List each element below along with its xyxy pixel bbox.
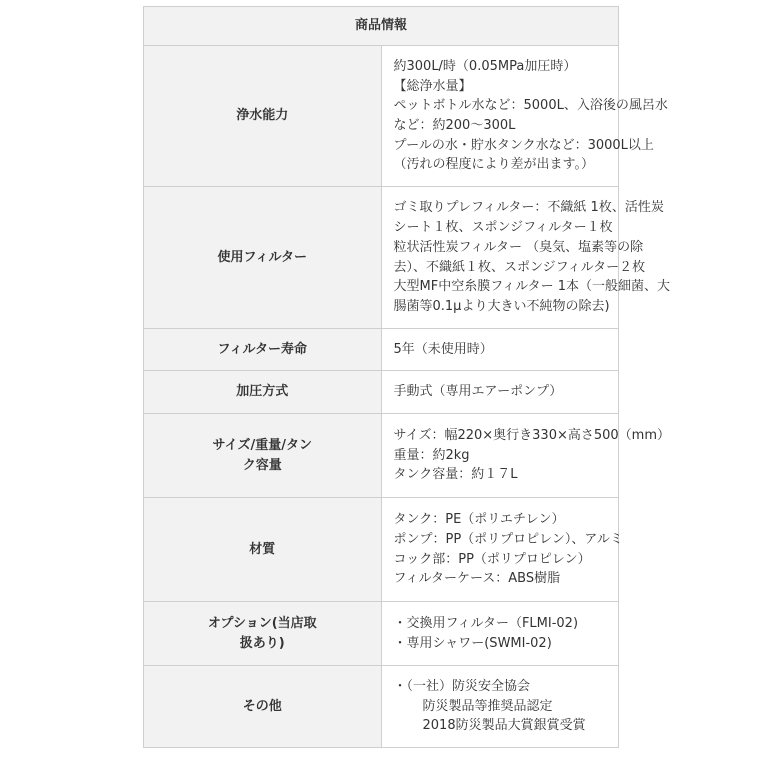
table-header-row <box>144 7 619 46</box>
value-line: ・（一社）防災安全協会 <box>393 678 531 694</box>
row-label-other: その他 <box>144 666 382 748</box>
value-line: 2018防災製品大賞銀賞受賞 <box>422 718 586 734</box>
value-line: シート１枚、スポンジフィルター１枚 <box>393 220 613 236</box>
row-label-size-weight-capacity <box>144 414 382 498</box>
value-line: ・交換用フィルター（FLMI-02) <box>393 615 579 631</box>
row-value-filters-used <box>381 187 671 329</box>
row-value-material <box>381 498 623 602</box>
label-line: 扱あり) <box>239 635 285 651</box>
row-label-material: 材質 <box>144 498 382 602</box>
table-row <box>144 329 619 371</box>
row-value-options <box>381 602 619 666</box>
row-label-filters-used: 使用フィルター <box>144 187 382 329</box>
row-value-size-weight-capacity <box>381 414 671 498</box>
value-line: 粒状活性炭フィルター （臭気、塩素等の除 <box>393 239 644 255</box>
table-row <box>144 187 619 329</box>
value-line: ゴミ取りプレフィルター：不織紙 1枚、活性炭 <box>393 200 664 216</box>
row-label-purification-capacity: 浄水能力 <box>144 46 382 187</box>
value-line: コック部：PP（ポリプロピレン） <box>393 551 591 567</box>
value-line: 大型MF中空糸膜フィルター 1本（一般細菌、大 <box>393 279 671 295</box>
value-line: ・専用シャワー(SWMI-02) <box>393 635 552 651</box>
value-line: タンク容量：約１７L <box>393 467 518 483</box>
table-row <box>144 602 619 666</box>
table-row <box>144 666 619 748</box>
value-line: 去）、不織紙１枚、スポンジフィルター２枚 <box>393 259 646 275</box>
value-line: 【総浄水量】 <box>393 78 472 94</box>
value-line: ポンプ：PP（ポリプロピレン）、アルミ <box>393 531 623 547</box>
value-line: フィルターケース：ABS樹脂 <box>393 571 561 587</box>
label-line: サイズ/重量/タン <box>212 437 312 453</box>
value-line: 手動式（専用エアーポンプ） <box>393 384 563 400</box>
value-line: 防災製品等推奨品認定 <box>422 698 553 714</box>
value-line: サイズ：幅220×奥行き330×高さ500（mm） <box>393 427 671 443</box>
table-row <box>144 46 619 187</box>
value-line: プールの水・貯水タンク水など：3000L以上 <box>393 137 654 153</box>
row-label-filter-lifespan: フィルター寿命 <box>144 329 382 371</box>
table-row <box>144 498 619 602</box>
row-value-other <box>381 666 619 748</box>
table-row <box>144 414 619 498</box>
value-line: （汚れの程度により差が出ます。） <box>393 157 594 173</box>
label-line: オプション(当店取 <box>207 615 317 631</box>
label-line: ク容量 <box>242 457 282 473</box>
value-line: ペットボトル水など：5000L、入浴後の風呂水 <box>393 98 668 114</box>
row-value-purification-capacity <box>381 46 668 187</box>
table-title: 商品情報 <box>144 7 619 46</box>
row-value-pressurization-method <box>381 371 619 414</box>
table-row <box>144 371 619 414</box>
product-info-table <box>143 6 671 748</box>
row-label-options <box>144 602 382 666</box>
value-line: 5年（未使用時） <box>393 341 493 357</box>
value-line: タンク：PE（ポリエチレン） <box>393 512 565 528</box>
row-label-pressurization-method: 加圧方式 <box>144 371 382 414</box>
value-line: など：約200～300L <box>393 118 516 133</box>
value-line: 約300L/時（0.05MPa加圧時） <box>393 58 577 74</box>
row-value-filter-lifespan <box>381 329 619 371</box>
value-line: 腸菌等0.1μより大きい不純物の除去) <box>393 298 610 314</box>
value-line: 重量：約2kg <box>393 447 470 463</box>
